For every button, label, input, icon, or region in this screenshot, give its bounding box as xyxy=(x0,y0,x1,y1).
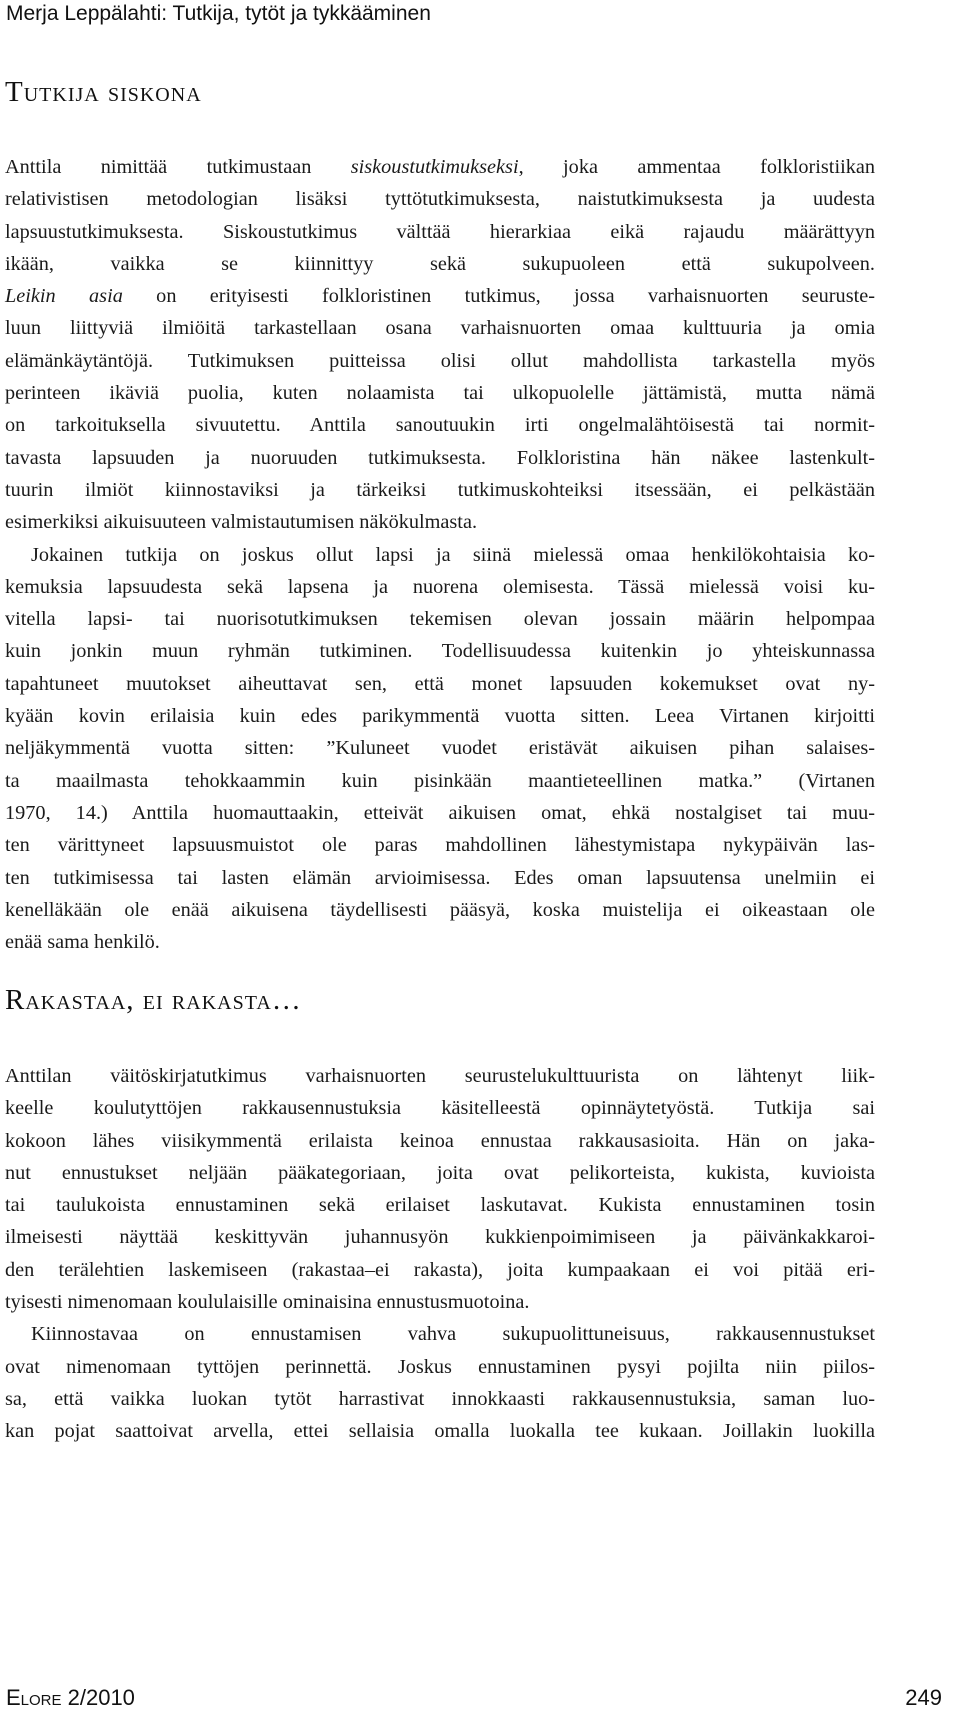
text-line: relativistisen metodologian lisäksi tyttötutkimuksesta, naistutkimuksesta ja uudesta xyxy=(5,188,875,211)
text-line xyxy=(5,280,875,312)
text-line: perinteen ikäviä puolia, kuten nolaamista tai ulkopuolelle jättämistä, mutta nämä xyxy=(5,382,875,405)
text-line: tai taulukoista ennustaminen sekä erilaiset laskutavat. Kukista ennustaminen tosin xyxy=(5,1194,875,1217)
text-line: elämänkäytäntöjä. Tutkimuksen puitteissa olisi ollut mahdollista tarkastella myös xyxy=(5,349,875,372)
text-line: kemuksia lapsuudesta sekä lapsena ja nuorena olemisesta. Tässä mielessä voisi ku- xyxy=(5,575,875,598)
text-line: nut ennustukset neljään pääkategoriaan, joita ovat pelikorteista, kukista, kuvioista xyxy=(5,1161,875,1184)
text-line: esimerkiksi aikuisuuteen valmistautumisen näkökulmasta. xyxy=(5,511,478,534)
section-heading-rakastaa: Rakastaa, ei rakasta… xyxy=(5,984,302,1016)
text-line: ovat nimenomaan tyttöjen perinnettä. Joskus ennustaminen pysyi pojilta niin piilos- xyxy=(5,1355,875,1378)
text-line: tyisesti nimenomaan koululaisille ominaisina ennustusmuotoina. xyxy=(5,1291,530,1314)
section-heading-tutkija-siskona: Tutkija siskona xyxy=(5,76,202,108)
text-line: lapsuustutkimuksesta. Siskoustutkimus välttää hierarkiaa eikä rajaudu määrättyyn xyxy=(5,220,875,243)
text-line: tapahtuneet muutokset aiheuttavat sen, että monet lapsuuden kokemukset ovat ny- xyxy=(5,672,875,695)
text-line: vitella lapsi- tai nuorisotutkimuksen tekemisen olevan jossain määrin helpompaa xyxy=(5,608,875,631)
text-line: on tarkoituksella sivuutettu. Anttila sanoutuukin irti ongelmalähtöisestä tai normit- xyxy=(5,414,875,437)
section-body-2 xyxy=(5,1060,875,1448)
text-line: kan pojat saattoivat arvella, ettei sellaisia omalla luokalla tee kukaan. Joillakin luokilla xyxy=(5,1420,875,1443)
section-body-1 xyxy=(5,151,875,958)
text-line: ikään, vaikka se kiinnittyy sekä sukupuoleen että sukupolveen. xyxy=(5,252,875,275)
text-line: kuin jonkin muun ryhmän tutkiminen. Todellisuudessa kuitenkin jo yhteiskunnassa xyxy=(5,640,875,663)
text-run: Anttila nimittää tutkimustaan xyxy=(5,156,351,178)
text-line: ten tutkimisessa tai lasten elämän arvioimisessa. Edes oman lapsuutensa unelmiin ei xyxy=(5,866,875,889)
text-line: Anttilan väitöskirjatutkimus varhaisnuorten seurustelukulttuurista on lähtenyt liik- xyxy=(5,1065,875,1087)
text-line: ten värittyneet lapsuusmuistot ole paras mahdollinen lähestymistapa nykypäivän las- xyxy=(5,834,875,857)
text-run: on erityisesti folkloristinen tutkimus, jossa varhaisnuorten seuruste- xyxy=(122,285,875,308)
text-line: enää sama henkilö. xyxy=(5,931,160,954)
text-line: kenelläkään ole enää aikuisena täydellisesti pääsyä, koska muistelija ei oikeastaan ole xyxy=(5,898,875,921)
footer-page-number: 249 xyxy=(905,1685,942,1710)
text-line: luun liittyviä ilmiöitä tarkastellaan osana varhaisnuorten omaa kulttuuria ja omia xyxy=(5,317,875,340)
text-line: tavasta lapsuuden ja nuoruuden tutkimuksesta. Folkloristina hän näkee lastenkult- xyxy=(5,446,875,469)
text-line: tuurin ilmiöt kiinnostaviksi ja tärkeiksi tutkimuskohteiksi itsessään, ei pelkästään xyxy=(5,478,875,501)
text-line: den terälehtien laskemiseen (rakastaa–ei rakasta), joita kumpaakaan ei voi pitää eri- xyxy=(5,1258,875,1281)
text-line: ilmeisesti näyttää keskittyvän juhannusyön kukkienpoimimiseen ja päivänkakkaroi- xyxy=(5,1226,875,1249)
text-line: Kiinnostavaa on ennustamisen vahva sukupuolittuneisuus, rakkausennustukset xyxy=(31,1323,875,1346)
text-line: ta maailmasta tehokkaammin kuin pisinkään maantieteellinen matka.” (Virtanen xyxy=(5,769,875,792)
text-line: Jokainen tutkija on joskus ollut lapsi ja siinä mielessä omaa henkilökohtaisia ko- xyxy=(31,543,875,566)
text-line: neljäkymmentä vuotta sitten: ”Kuluneet vuodet eristävät aikuisen pihan salaises- xyxy=(5,737,875,760)
text-line: kyään kovin erilaisia kuin edes parikymmentä vuotta sitten. Leea Virtanen kirjoitti xyxy=(5,705,875,728)
text-line xyxy=(5,151,875,183)
text-line: 1970, 14.) Anttila huomauttaakin, etteivät aikuisen omat, ehkä nostalgiset tai muu- xyxy=(5,801,875,824)
italic-title: siskoustutkimukseksi xyxy=(350,156,519,178)
text-run: , joka ammentaa folkloristiikan xyxy=(518,156,875,178)
running-head: Merja Leppälahti: Tutkija, tytöt ja tykkääminen xyxy=(6,2,431,25)
italic-title: Leikin asia xyxy=(5,285,123,308)
text-line: keelle koulutyttöjen rakkausennustuksia käsitelleestä opinnäytetyöstä. Tutkija sai xyxy=(5,1097,875,1120)
footer-journal: Elore 2/2010 xyxy=(6,1685,135,1710)
text-line: kokoon lähes viisikymmentä erilaista keinoa ennustaa rakkausasioita. Hän on jaka- xyxy=(5,1129,875,1152)
text-line: sa, että vaikka luokan tytöt harrastivat innokkaasti rakkausennustuksia, saman luo- xyxy=(5,1387,875,1410)
